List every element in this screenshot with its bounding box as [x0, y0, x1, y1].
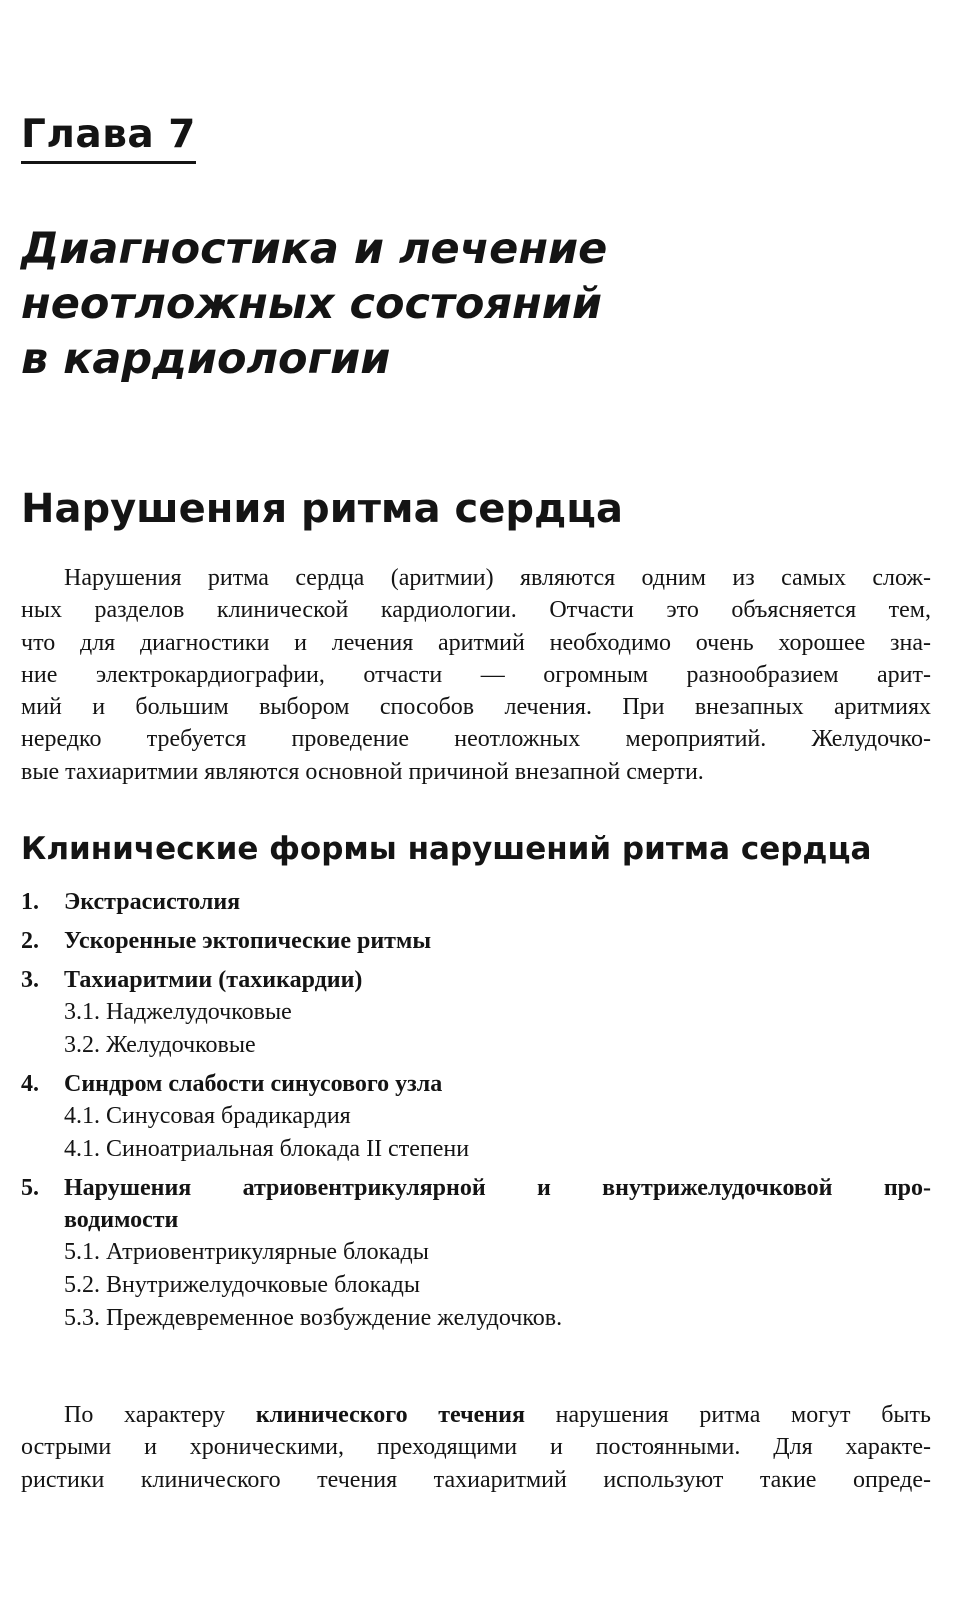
closing-paragraph: [21, 1399, 931, 1496]
item-label: Тахиаритмии (тахикардии): [64, 967, 363, 993]
list-item: [21, 925, 931, 957]
chapter-title: [21, 222, 921, 387]
item-label: Нарушения атриовентрикулярной и внутрижелудочковой про-: [64, 1175, 931, 1201]
sub-list: [21, 996, 931, 1062]
item-number: 1.: [21, 889, 39, 915]
chapter-title-line: Диагностика и лечение: [21, 224, 608, 274]
list-item: [21, 1172, 931, 1335]
paragraph-line: Нарушения ритма сердца (аритмии) являются одним из самых слож-: [64, 565, 931, 591]
sub-list-item: 4.1. Синусовая брадикардия: [64, 1103, 351, 1129]
sub-list-item: 5.1. Атриовентрикулярные блокады: [64, 1239, 429, 1265]
sub-list: [21, 1100, 931, 1166]
item-number: 3.: [21, 967, 39, 993]
sub-list-item: 5.3. Преждевременное возбуждение желудочков.: [64, 1305, 563, 1331]
item-label: водимости: [64, 1207, 179, 1233]
paragraph-line: нередко требуется проведение неотложных мероприятий. Желудочко-: [21, 726, 931, 753]
paragraph-line: мий и большим выбором способов лечения. При внезапных аритмиях: [21, 694, 931, 721]
sub-list-item: 3.2. Желудочковые: [64, 1032, 256, 1058]
intro-paragraph: [21, 562, 931, 788]
item-label: Ускоренные эктопические ритмы: [64, 928, 432, 954]
text-run: нарушения ритма могут быть: [524, 1402, 931, 1428]
chapter-label: Глава 7: [21, 112, 196, 164]
paragraph-line: что для диагностики и лечения аритмий необходимо очень хорошее зна-: [21, 629, 931, 656]
item-label: Синдром слабости синусового узла: [64, 1071, 443, 1097]
paragraph-line: ние электрокардиографии, отчасти — огромным разнообразием арит-: [21, 661, 931, 688]
sub-list-item: 4.1. Синоатриальная блокада II степени: [64, 1136, 470, 1162]
list-item: [21, 964, 931, 1062]
sub-list-item: 3.1. Наджелудочковые: [64, 999, 292, 1025]
item-label: Экстрасистолия: [64, 889, 241, 915]
arrhythmia-forms-list: [21, 886, 931, 1335]
chapter-title-line: в кардиологии: [21, 334, 391, 384]
list-item: [21, 886, 931, 918]
section-title: Нарушения ритма сердца: [21, 486, 623, 532]
chapter-title-line: неотложных состояний: [21, 279, 603, 329]
paragraph-line: ристики клинического течения тахиаритмий используют такие опреде-: [21, 1466, 931, 1493]
item-number: 5.: [21, 1175, 39, 1201]
sub-list-item: 5.2. Внутрижелудочковые блокады: [64, 1272, 420, 1298]
bold-term: клинического течения: [255, 1402, 525, 1428]
item-number: 2.: [21, 928, 39, 954]
list-item: [21, 1068, 931, 1166]
text-run: По характеру: [64, 1402, 256, 1428]
paragraph-line: острыми и хроническими, преходящими и постоянными. Для характе-: [21, 1434, 931, 1461]
paragraph-line: вые тахиаритмии являются основной причиной внезапной смерти.: [21, 758, 704, 785]
paragraph-line: ных разделов клинической кардиологии. Отчасти это объясняется тем,: [21, 597, 931, 624]
paragraph-line: [21, 1399, 931, 1431]
item-number: 4.: [21, 1071, 39, 1097]
subsection-title: Клинические формы нарушений ритма сердца: [21, 831, 872, 867]
sub-list: [21, 1236, 931, 1335]
